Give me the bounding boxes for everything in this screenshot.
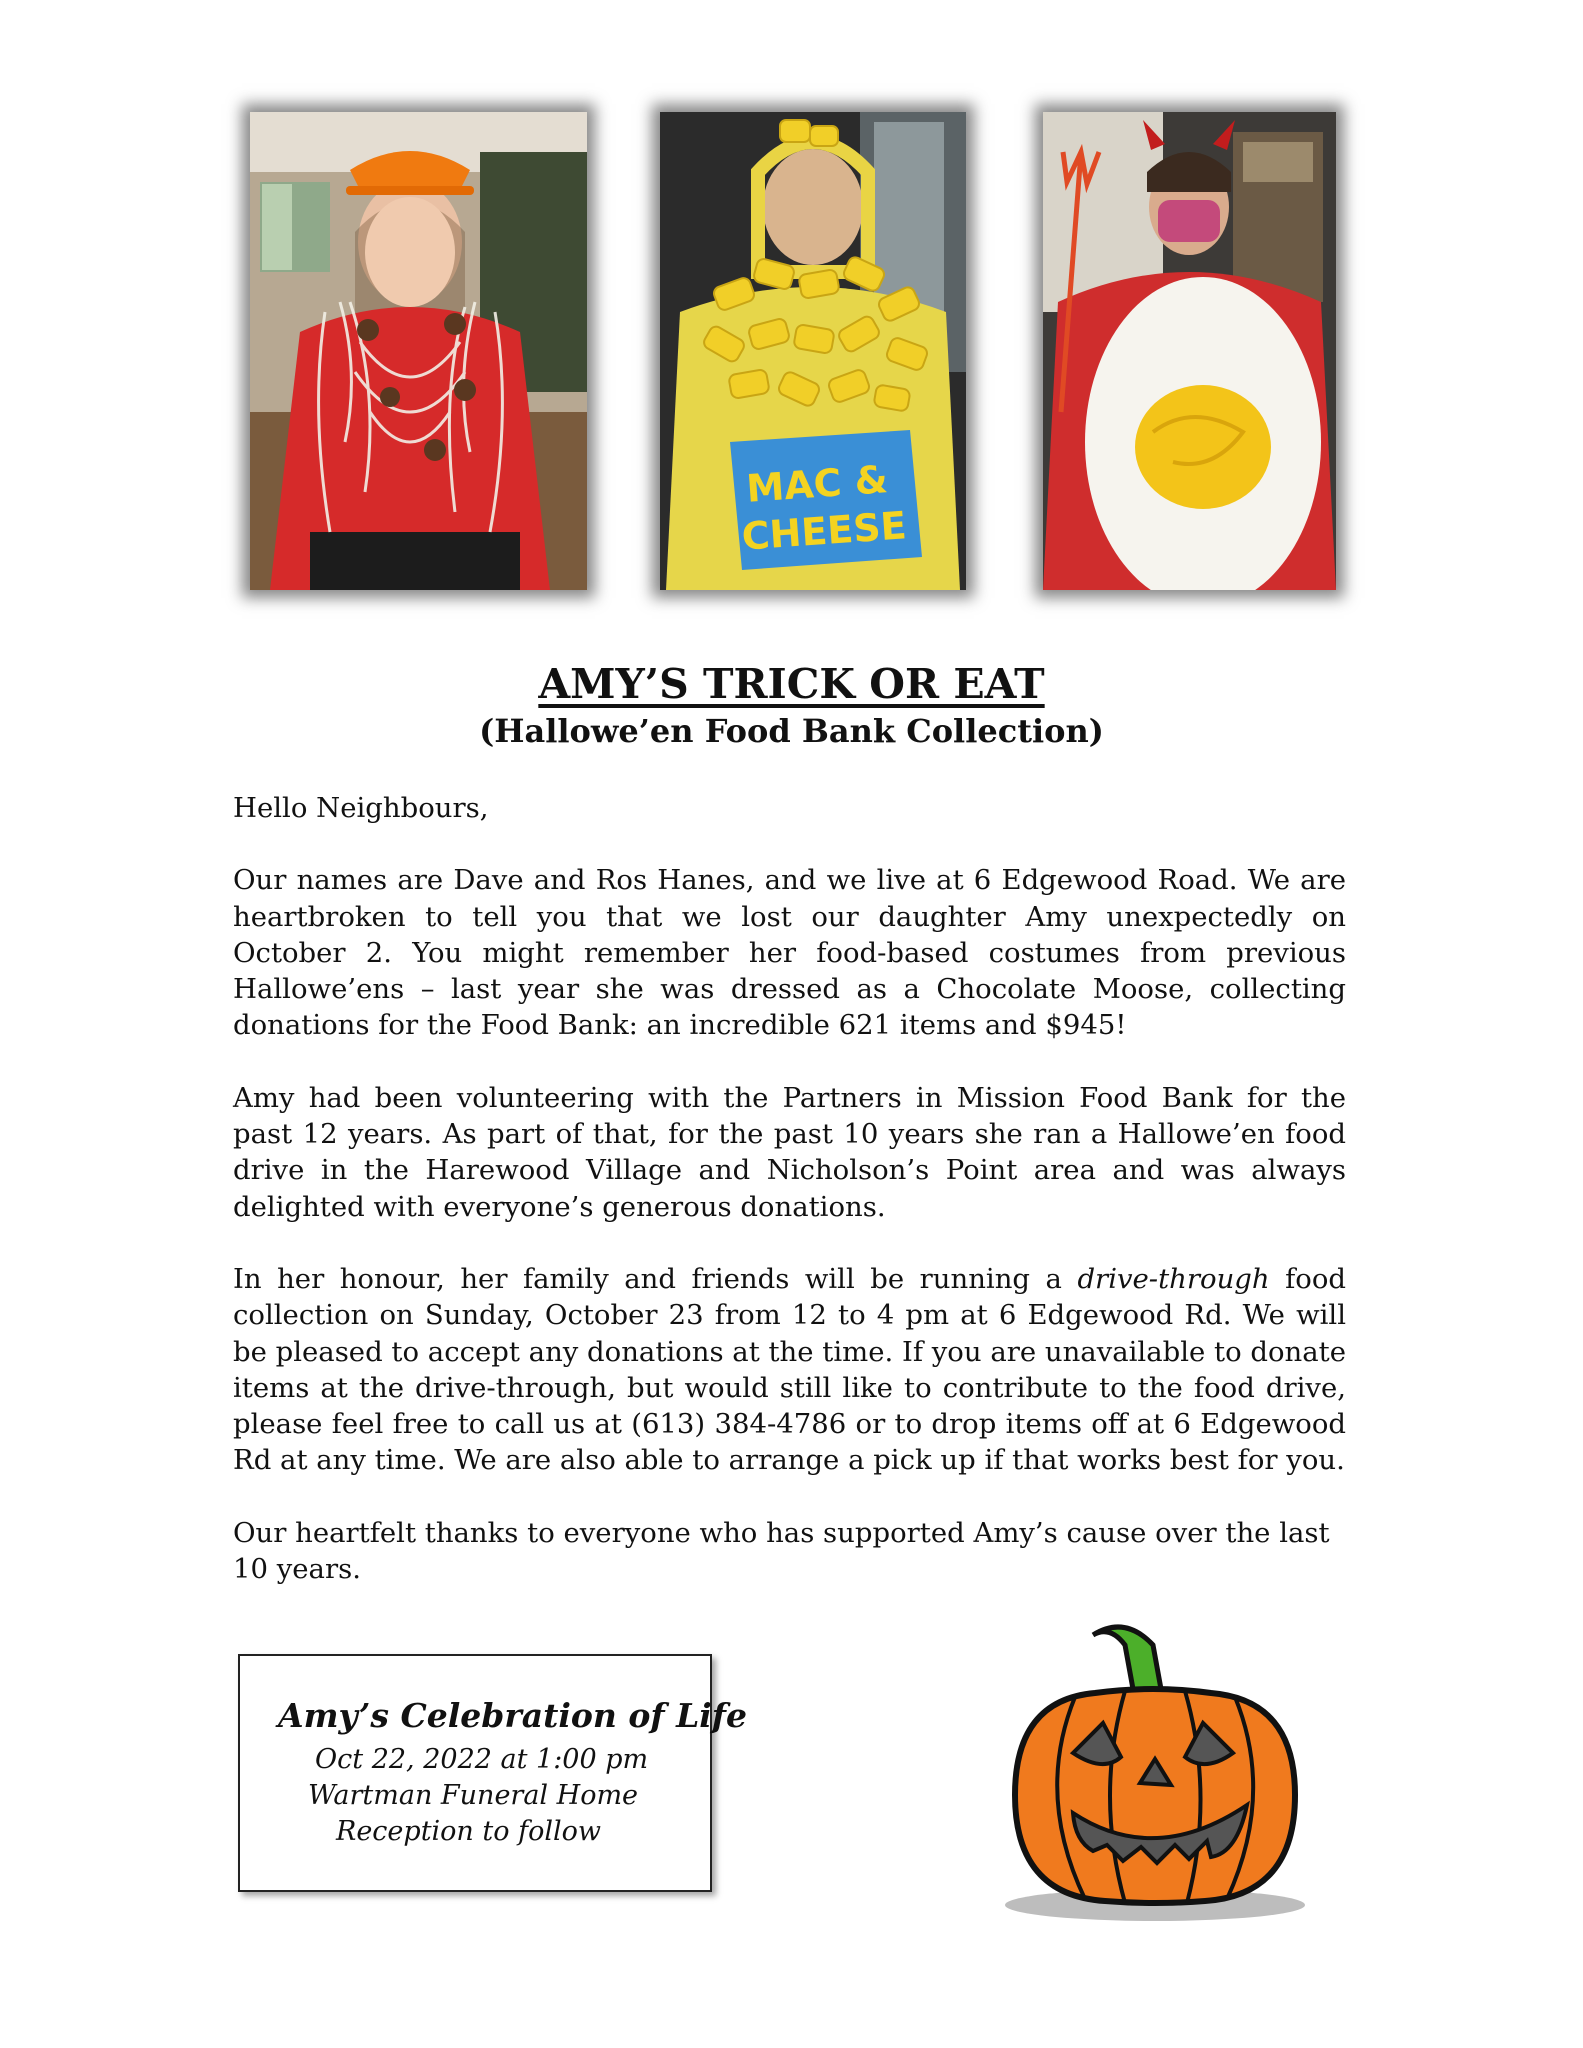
spaghetti-costume-photo [250,112,587,590]
paragraph-3 [233,1261,1346,1479]
greeting: Hello Neighbours, [233,792,489,824]
letter-body [233,790,1346,1623]
paragraph-3-emphasis: drive-through [1077,1262,1270,1295]
paragraph-2: Amy had been volunteering with the Partners in Mission Food Bank for the past 12 years. As part of that, for the past 10 years she ran a Hallowe’en food drive in the Harewood Village and Nicholson’s Point area and was always delighted with everyone’s generous donations. [233,1081,1346,1223]
paragraph-3-end: food collection on Sunday, October 23 from 12 to 4 pm at 6 Edgewood Rd. We will be pleased to accept any donations at the time. If you are unavailable to donate items at the drive-through, but would still like to contribute to the food drive, please feel free to call us at (613) 384-4786 or to drop items off at 6 Edgewood Rd at any time. We are also able to arrange a pick up if that works best for you. [233,1262,1346,1477]
page-subtitle: (Hallowe’en Food Bank Collection) [479,712,1104,750]
paragraph-4: Our heartfelt thanks to everyone who has supported Amy’s cause over the last 10 years. [233,1516,1330,1586]
paragraph-1: Our names are Dave and Ros Hanes, and we live at 6 Edgewood Road. We are heartbroken to tell you that we lost our daughter Amy unexpectedly on October 2. You might remember her food-based costumes from previous Hallowe’ens – last year she was dressed as a Chocolate Moose, collecting donations for the Food Bank: an incredible 621 items and $945! [233,864,1346,1042]
mac-sign-line-2: CHEESE [740,503,908,559]
celebration-date: Oct 22, 2022 at 1:00 pm [315,1744,649,1775]
jack-o-lantern-icon [975,1605,1330,1930]
deviled-egg-costume-photo [1043,112,1336,590]
mac-and-cheese-costume-photo [660,112,966,590]
celebration-place: Wartman Funeral Home [308,1780,639,1811]
mac-sign-line-1: MAC & [744,457,890,511]
page-title: AMY’S TRICK OR EAT [538,660,1045,708]
celebration-title: Amy’s Celebration of Life [278,1696,747,1735]
celebration-of-life-box [238,1654,747,1892]
celebration-reception: Reception to follow [336,1816,601,1847]
paragraph-3-start: In her honour, her family and friends will be running a [233,1262,1078,1295]
